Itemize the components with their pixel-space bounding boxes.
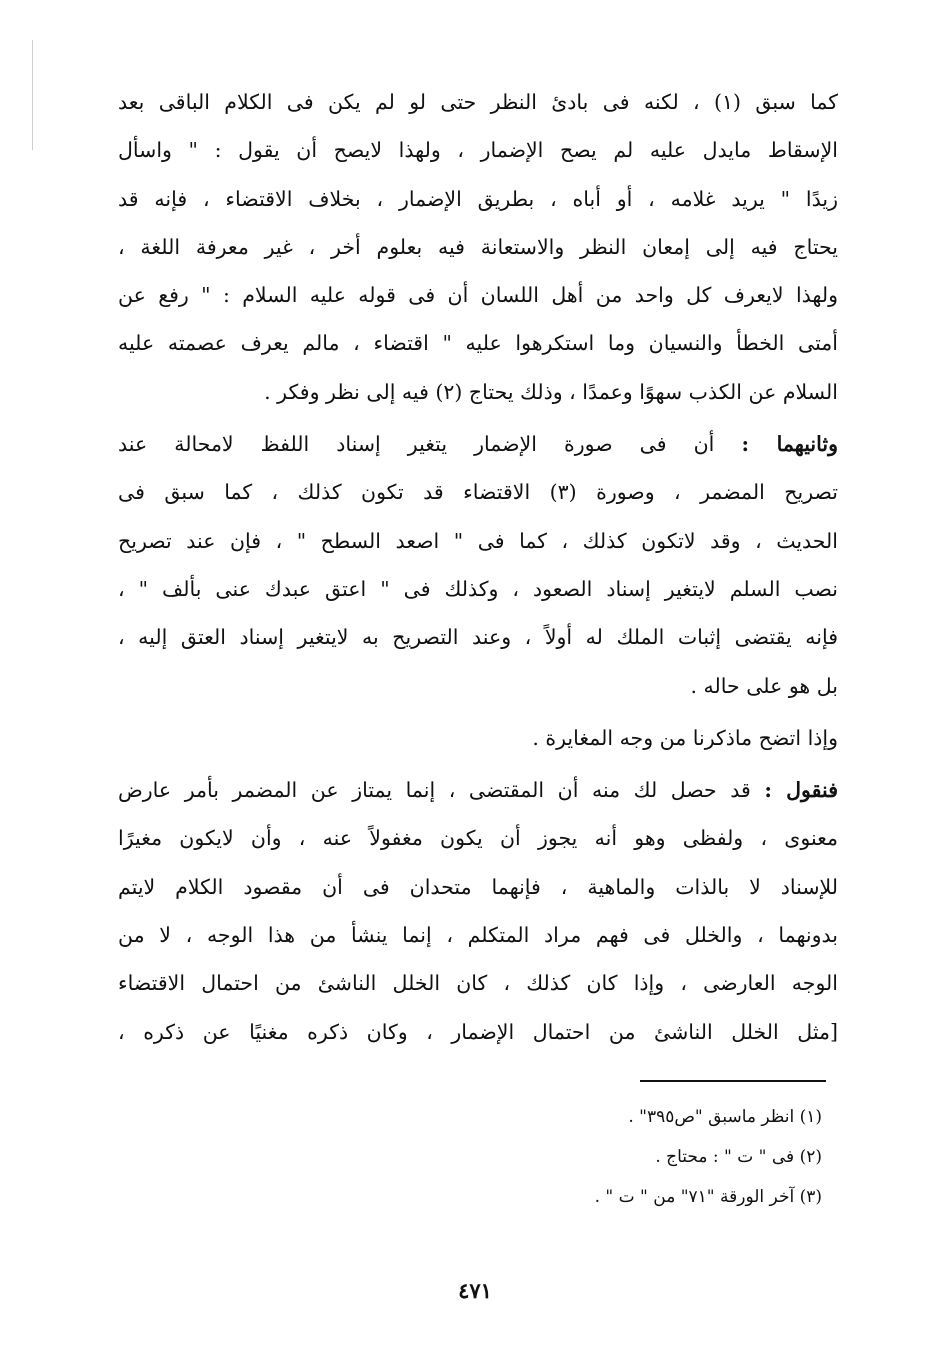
text-line: نصب السلم لايتغير إسناد الصعود ، وكذلك فى " اعتق عبدك عنى بألف " ، — [118, 576, 838, 601]
text-line: ولهذا لايعرف كل واحد من أهل اللسان أن فى قوله عليه السلام : " رفع عن — [118, 283, 838, 308]
text-line: الوجه العارضى ، وإذا كان كذلك ، كان الخلل الناشئ من احتمال الاقتضاء — [118, 971, 838, 996]
text-line: أمتى الخطأ والنسيان وما استكرهوا عليه " اقتضاء ، مالم يعرف عصمته عليه — [118, 331, 838, 356]
text-line — [118, 766, 838, 814]
text-line: كما سبق (١) ، لكنه فى بادئ النظر حتى لو لم يكن فى الكلام الباقى بعد — [118, 90, 838, 114]
text-span: قد حصل لك منه أن المقتضى ، إنما يمتاز عن المضمر بأمر عارض — [118, 778, 751, 803]
footnotes — [322, 1097, 822, 1217]
text-line: معنوى ، ولفظى وهو أنه يجوز أن يكون مغفولاً عنه ، وأن لايكون مغيرًا — [118, 826, 838, 851]
footnote: (٢) فى " ت " : محتاج . — [655, 1147, 822, 1167]
page-edge-mark — [32, 40, 33, 150]
footnote: (٣) آخر الورقة "٧١" من " ت " . — [594, 1187, 822, 1207]
text-line: [مثل الخلل الناشئ من احتمال الإضمار ، وكان ذكره مغنيًا عن ذكره ، — [118, 1019, 838, 1044]
text-line: بدونهما ، والخلل فى فهم مراد المتكلم ، إنما ينشأ من هذا الوجه ، لا من — [118, 923, 838, 948]
footnote-separator — [640, 1080, 826, 1082]
text-line: بل هو على حاله . — [690, 673, 838, 698]
main-text — [118, 78, 838, 1056]
text-line: للإسناد لا بالذات والماهية ، فإنهما متحدان فى أن مقصود الكلام لايتم — [118, 874, 838, 899]
paragraph-1 — [118, 78, 838, 416]
text-line: تصريح المضمر ، وصورة (٣) الاقتضاء قد تكون كذلك ، كما سبق فى — [118, 480, 838, 505]
text-line — [118, 420, 838, 468]
text-line: الحديث ، وقد لاتكون كذلك ، كما فى " اصعد السطح " ، فإن عند تصريح — [118, 528, 838, 553]
text-line: فإنه يقتضى إثبات الملك له أولاً ، وعند التصريح به لايتغير إسناد العتق إليه ، — [118, 625, 838, 650]
paragraph-lead: وثانيهما : — [741, 432, 838, 457]
text-line: زيدًا " يريد غلامه ، أو أباه ، بطريق الإضمار ، بخلاف الاقتضاء ، فإنه قد — [118, 186, 838, 211]
text-span: أن فى صورة الإضمار يتغير إسناد اللفظ لامحالة عند — [118, 432, 715, 457]
text-line: يحتاج فيه إلى إمعان النظر والاستعانة فيه بعلوم أخر ، غير معرفة اللغة ، — [118, 234, 838, 259]
text-line: السلام عن الكذب سهوًا وعمدًا ، وذلك يحتاج (٢) فيه إلى نظر وفكر . — [264, 379, 838, 404]
page-number: ٤٧١ — [458, 1278, 492, 1303]
footnote: (١) انظر ماسبق "ص٣٩٥" . — [628, 1107, 822, 1127]
paragraph-2 — [118, 420, 838, 710]
paragraph-4 — [118, 766, 838, 1056]
text-line: الإسقاط مايدل عليه لم يصح الإضمار ، ولهذا لايصح أن يقول : " واسأل — [118, 138, 838, 163]
paragraph-lead: فنقول : — [764, 778, 838, 803]
text-line: وإذا اتضح ماذكرنا من وجه المغايرة . — [532, 725, 838, 750]
paragraph-3 — [118, 714, 838, 762]
